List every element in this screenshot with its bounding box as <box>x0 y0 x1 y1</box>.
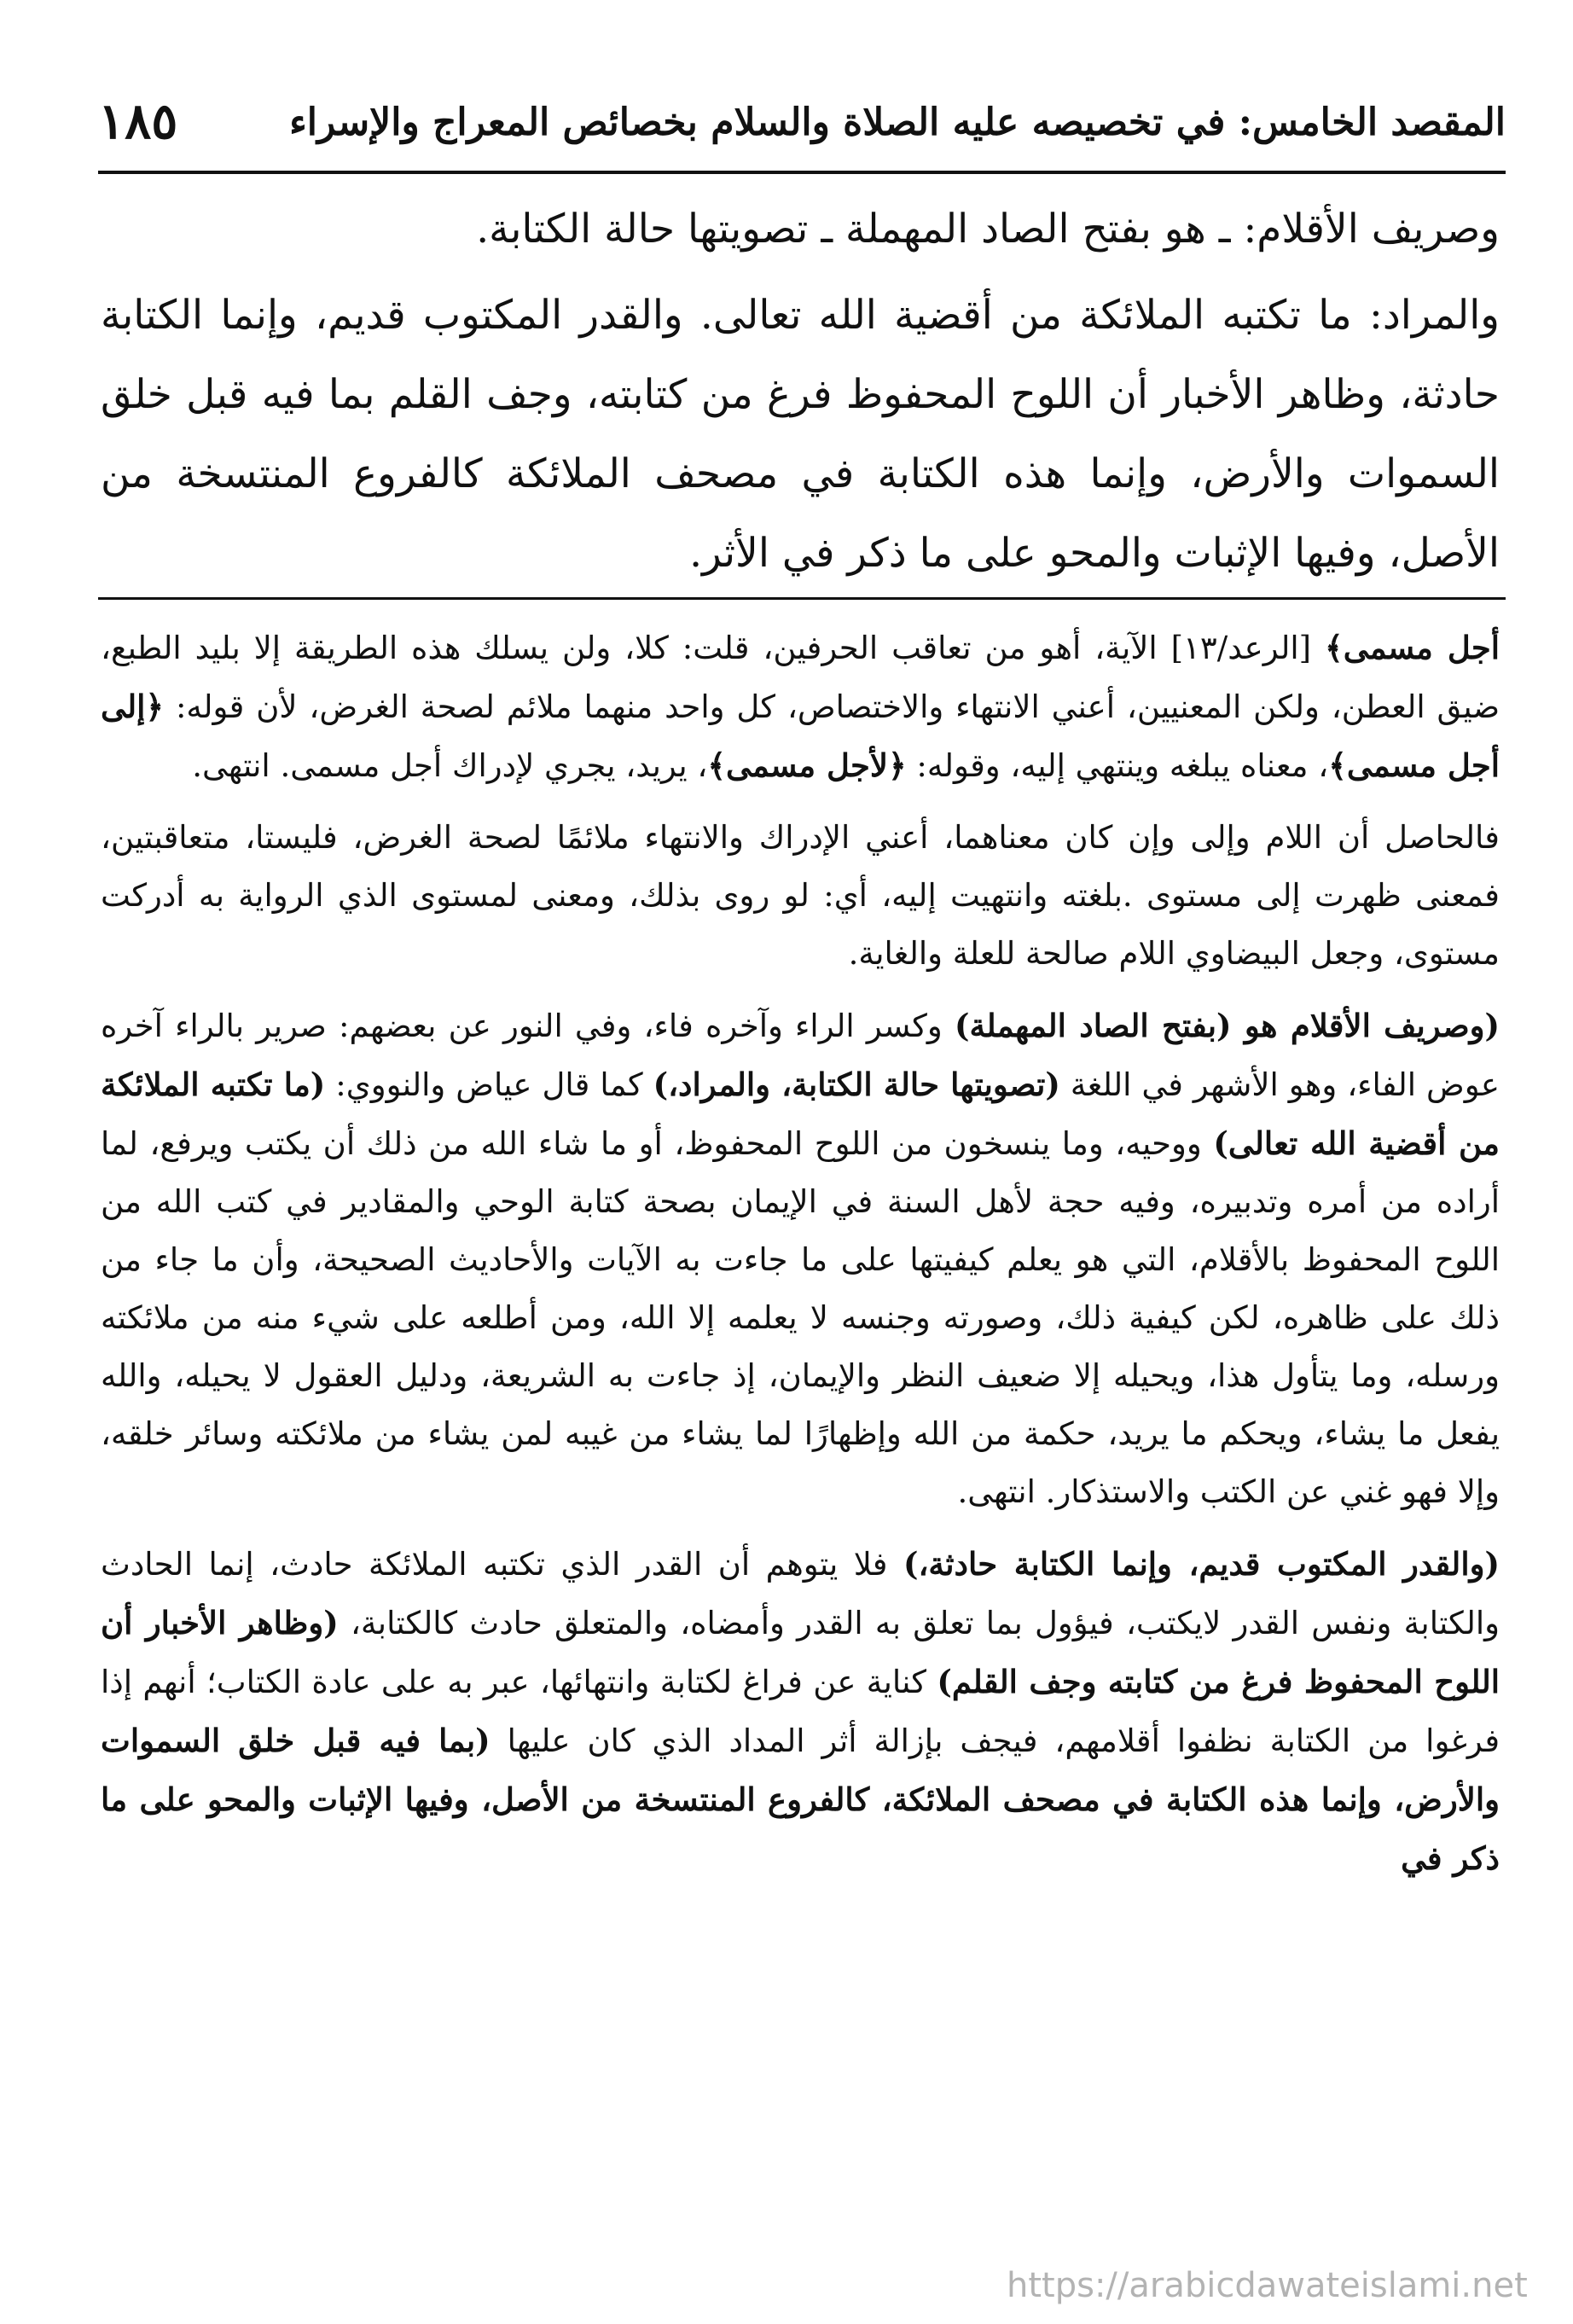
commentary-text: ووحيه، وما ينسخون من اللوح المحفوظ، أو ما شاء الله من ذلك أن يكتب ويرفع، لما أراده من أمره وتدبيره، وفيه حجة لأهل السنة في الإيمان بصحة كتابة الوحي والمقادير في كتب الله من اللوح المحفوظ بالأقلام، التي هو يعلم كيفيتها على ما جاءت به الآيات والأحاديث الصحيحة، وأن ما جاء من ذلك على ظاهره، لكن كيفية ذلك، وصورته وجنسه لا يعلمه إلا الله، ومن أطلعه على شيء منه من ملائكته ورسله، وما يتأول هذا، ويحيله إلا ضعيف النظر والإيمان، إذ جاءت به الشريعة، ودليل العقول لا يحيله، والله يفعل ما يشاء، ويحكم ما يريد، حكمة من الله وإظهارًا لما يشاء من غيبه لمن يشاء من ملائكته وسائر خلقه، وإلا فهو غني عن الكتب والاستذكار. انتهى. <box>101 1125 1500 1510</box>
page-header <box>98 92 1506 169</box>
commentary-section <box>101 619 1500 1888</box>
header-rule <box>98 171 1506 174</box>
commentary-paragraph <box>101 1535 1500 1888</box>
quoted-text: (وظاهر الأخبار أن اللوح المحفوظ فرغ من كتابته وجف القلم) <box>101 1604 1500 1700</box>
commentary-text: فلا يتوهم أن القدر الذي تكتبه الملائكة حادث، إنما الحادث والكتابة ونفس القدر لايكتب، فيؤول بما تعلق به القدر وأمضاه، والمتعلق حادث كالكتابة، <box>101 1546 1500 1641</box>
commentary-text: وكسر الراء وآخره فاء، وفي النور عن بعضهم: صرير بالراء آخره عوض الفاء، وهو الأشهر في اللغة <box>101 1008 1500 1103</box>
main-text <box>101 189 1500 593</box>
main-paragraph: وصريف الأقلام: ـ هو بفتح الصاد المهملة ـ تصويتها حالة الكتابة. <box>476 206 1500 253</box>
main-paragraph: والمراد: ما تكتبه الملائكة من أقضية الله تعالى. والقدر المكتوب قديم، وإنما الكتابة حادثة، وظاهر الأخبار أن اللوح المحفوظ فرغ من كتابته، وجف القلم بما فيه قبل خلق السموات والأرض، وإنما هذه الكتابة في مصحف الملائكة كالفروع المنتسخة من الأصل، وفيها الإثبات والمحو على ما ذكر في الأثر. <box>101 292 1500 577</box>
quoted-text: (ما تكتبه الملائكة من أقضية الله تعالى) <box>101 1066 1500 1162</box>
quoted-text: (تصويتها حالة الكتابة، والمراد،) <box>653 1066 1060 1103</box>
commentary-text: فالحاصل أن اللام وإلى وإن كان معناهما، أعني الإدراك والانتهاء ملائمًا لصحة الغرض، فليستا، متعاقبتين، فمعنى ظهرت إلى مستوى .بلغته وانتهيت إليه، أي: لو روى بذلك، ومعنى لمستوى الذي الرواية به أدركت مستوى، وجعل البيضاوي اللام صالحة للعلة والغاية. <box>101 819 1500 972</box>
quoted-text: (وصريف الأقلام هو (بفتح الصاد المهملة) <box>954 1007 1500 1044</box>
commentary-paragraph <box>101 619 1500 795</box>
page-number: ١٨٥ <box>98 92 178 150</box>
commentary-text: [الرعد/١٣] الآية، أهو من تعاقب الحرفين، قلت: كلا، ولن يسلك هذه الطريقة إلا بليد الطبع، ضيق العطن، ولكن المعنيين، أعني الانتهاء والاختصاص، كل واحد منهما ملائم لصحة الغرض، لأن قوله: <box>101 630 1500 725</box>
commentary-text: كناية عن فراغ لكتابة وانتهائها، عبر به على عادة الكتاب؛ أنهم إذا فرغوا من الكتابة نظفوا أقلامهم، فيجف بإزالة أثر المداد الذي كان عليها <box>101 1664 1500 1759</box>
text-commentary-divider <box>98 597 1506 600</box>
quoted-text: (والقدر المكتوب قديم، وإنما الكتابة حادثة،) <box>903 1545 1500 1583</box>
commentary-text: كما قال عياض والنووي: <box>325 1066 653 1103</box>
quoted-text: أجل مسمى﴾ <box>1325 629 1500 666</box>
commentary-paragraph <box>101 996 1500 1521</box>
quoted-text: (بما فيه قبل خلق السموات والأرض، وإنما هذه الكتابة في مصحف الملائكة، كالفروع المنتسخة من الأصل، وفيها الإثبات والمحو على ما ذكر في <box>101 1722 1500 1877</box>
commentary-paragraph <box>101 809 1500 983</box>
running-title: المقصد الخامس: في تخصيصه عليه الصلاة والسلام بخصائص المعراج والإسراء <box>289 101 1506 144</box>
commentary-text: ، يريد، يجري لإدراك أجل مسمى. انتهى. <box>192 747 708 784</box>
commentary-text: ، معناه يبلغه وينتهي إليه، وقوله: <box>906 747 1329 784</box>
watermark: https://arabicdawateislami.net <box>1007 2266 1528 2305</box>
quoted-text: ﴿إلى أجل مسمى﴾ <box>101 688 1500 784</box>
quoted-text: ﴿لأجل مسمى﴾ <box>707 747 907 784</box>
